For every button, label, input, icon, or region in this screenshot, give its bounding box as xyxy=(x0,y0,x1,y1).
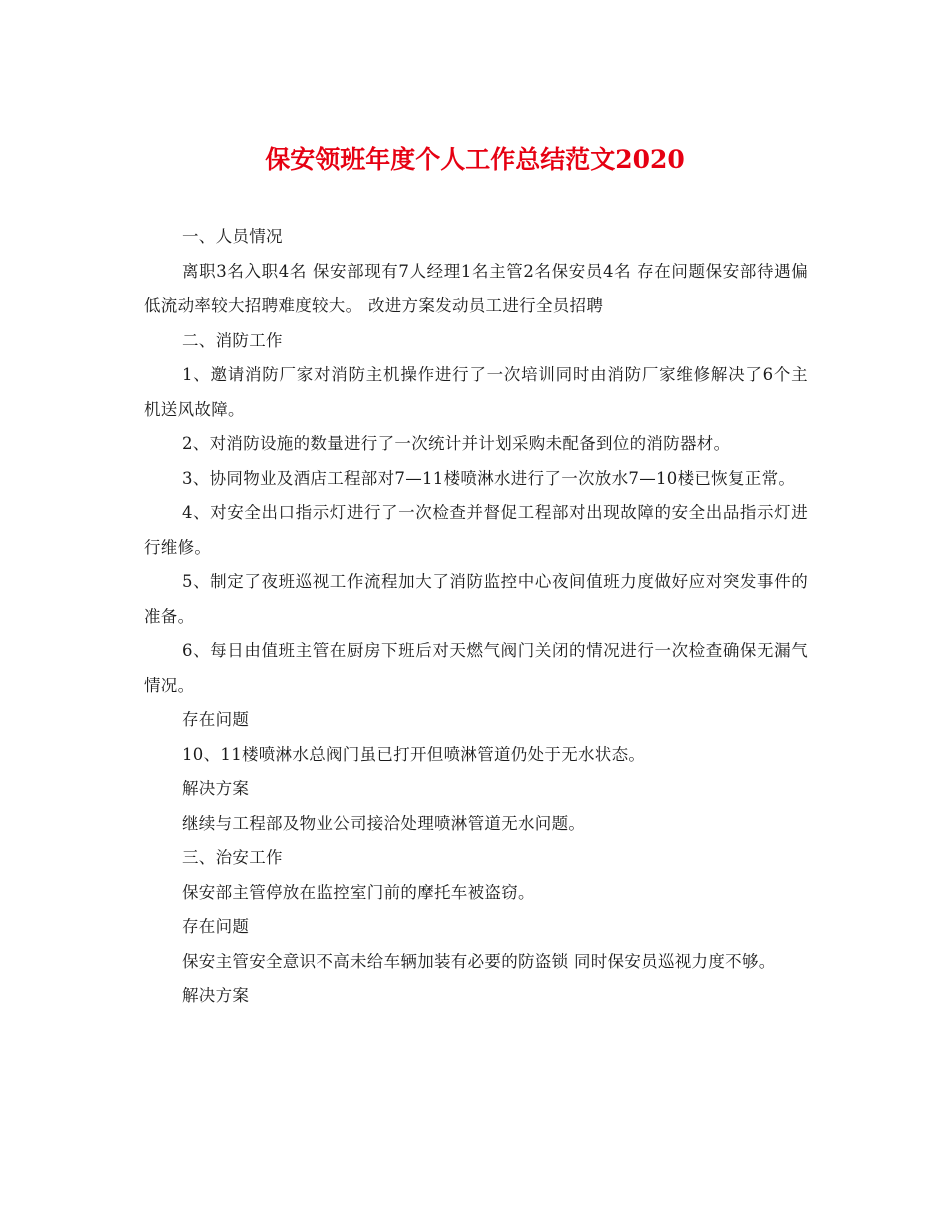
paragraph-security-incident: 保安部主管停放在监控室门前的摩托车被盗窃。 xyxy=(182,882,535,902)
document-body xyxy=(144,220,808,1014)
paragraph-fire-solution: 继续与工程部及物业公司接洽处理喷淋管道无水问题。 xyxy=(182,813,586,833)
section-heading-fire: 二、消防工作 xyxy=(182,330,283,350)
paragraph-security-problem: 保安主管安全意识不高未给车辆加装有必要的防盗锁 同时保安员巡视力度不够。 xyxy=(182,951,776,971)
paragraph-fire-item-1: 1、邀请消防厂家对消防主机操作进行了一次培训同时由消防厂家维修解决了6个主机送风故障。 xyxy=(144,365,808,419)
document-title: 保安领班年度个人工作总结范文2020 xyxy=(265,145,685,174)
paragraph-personnel-detail: 离职3名入职4名 保安部现有7人经理1名主管2名保安员4名 存在问题保安部待遇偏低流动率较大招聘难度较大。 改进方案发动员工进行全员招聘 xyxy=(144,261,808,315)
subheading-solution: 解决方案 xyxy=(182,779,250,798)
subheading-problem: 存在问题 xyxy=(182,917,250,936)
subheading-solution: 解决方案 xyxy=(182,986,250,1005)
paragraph-fire-item-4: 4、对安全出口指示灯进行了一次检查并督促工程部对出现故障的安全出品指示灯进行维修。 xyxy=(144,503,808,557)
paragraph-fire-item-3: 3、协同物业及酒店工程部对7—11楼喷淋水进行了一次放水7—10楼已恢复正常。 xyxy=(182,468,796,488)
paragraph-fire-problem: 10、11楼喷淋水总阀门虽已打开但喷淋管道仍处于无水状态。 xyxy=(182,744,646,764)
subheading-problem: 存在问题 xyxy=(182,710,250,729)
paragraph-fire-item-6: 6、每日由值班主管在厨房下班后对天燃气阀门关闭的情况进行一次检查确保无漏气情况。 xyxy=(144,641,808,695)
paragraph-fire-item-2: 2、对消防设施的数量进行了一次统计并计划采购未配备到位的消防器材。 xyxy=(182,434,731,453)
section-heading-personnel: 一、人员情况 xyxy=(182,227,283,246)
paragraph-fire-item-5: 5、制定了夜班巡视工作流程加大了消防监控中心夜间值班力度做好应对突发事件的准备。 xyxy=(144,572,808,626)
section-heading-security: 三、治安工作 xyxy=(182,848,283,867)
